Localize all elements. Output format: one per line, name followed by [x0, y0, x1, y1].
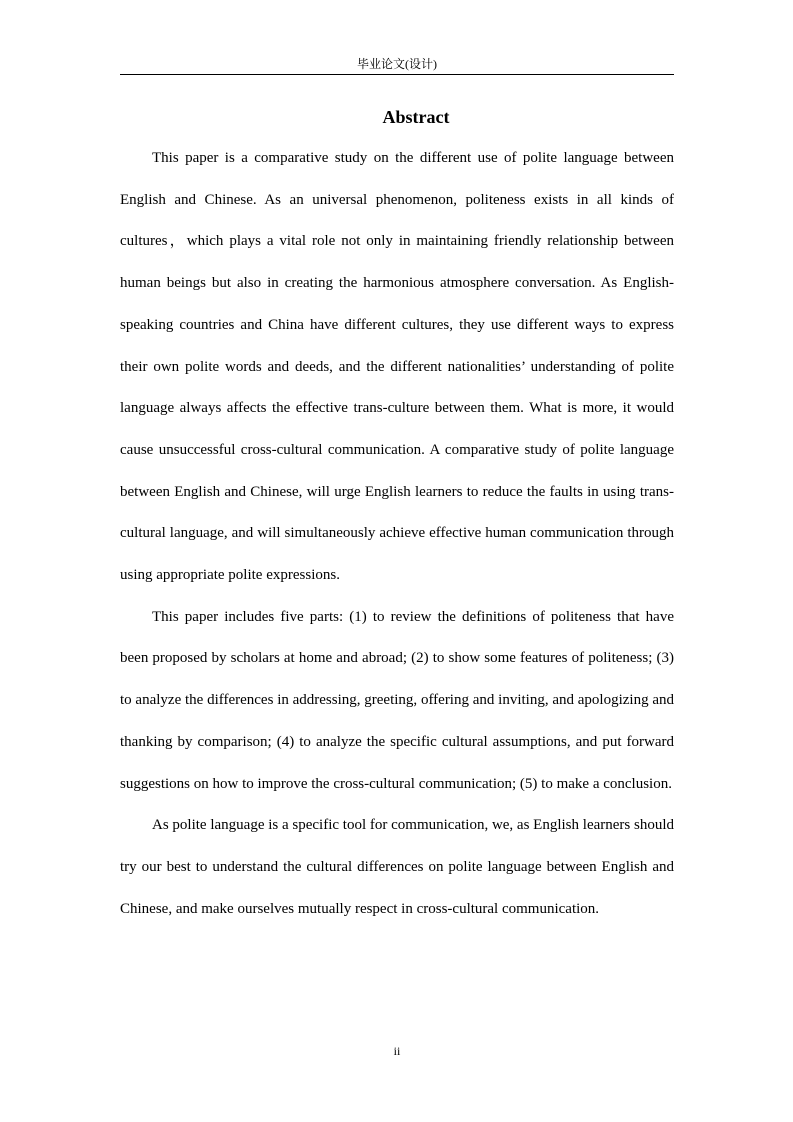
page-header: 毕业论文(设计) [357, 57, 437, 71]
paragraph-1: This paper is a comparative study on the different use of polite language between English and Chinese. As an universal phenomenon, politeness exists in all kinds of cultures，which plays a vital role not only in maintaining friendly relationship between human beings but also in creating the harmonious atmosphere conversation. As English-speaking countries and China have different cultures, they use different ways to express their own polite words and deeds, and the different nationalities’ understanding of polite language always affects the effective trans-culture between them. What is more, it would cause unsuccessful cross-cultural communication. A comparative study of polite language between English and Chinese, will urge English learners to reduce the faults in using trans-cultural language, and will simultaneously achieve effective human communication through using appropriate polite expressions. [120, 150, 674, 584]
page-number: ii [393, 1044, 401, 1058]
paragraph-3: As polite language is a specific tool for communication, we, as English learners should try our best to understand the cultural differences on polite language between English and Chinese, and make ourselves mutually respect in cross-cultural communication. [120, 817, 674, 917]
header-rule [120, 74, 674, 75]
abstract-title: Abstract [382, 107, 450, 127]
abstract-body [120, 138, 674, 930]
paragraph-2: This paper includes five parts: (1) to review the definitions of politeness that have been proposed by scholars at home and abroad; (2) to show some features of politeness; (3) to analyze the differences in addressing, greeting, offering and inviting, and apologizing and thanking by comparison; (4) to analyze the specific cultural assumptions, and put forward suggestions on how to improve the cross-cultural communication; (5) to make a conclusion. [120, 608, 674, 792]
